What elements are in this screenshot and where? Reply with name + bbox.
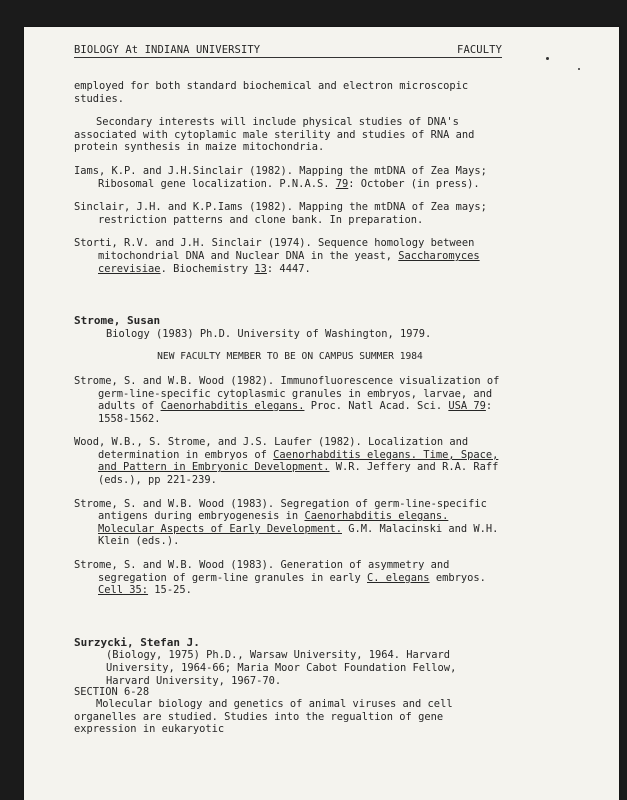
faculty-degree: Biology (1983) Ph.D. University of Washington, 1979.	[106, 327, 432, 340]
page-footer: SECTION 6-28	[74, 686, 150, 698]
intro-line: employed for both standard biochemical and electron microscopic studies.	[74, 80, 469, 105]
intro-paragraph: Secondary interests will include physical studies of DNA's associated with cytoplamic male sterility and studies of RNA and protein synthesis in maize mitochondria.	[74, 116, 475, 154]
reference: Iams, K.P. and J.H.Sinclair (1982). Mapping the mtDNA of Zea Mays; Ribosomal gene localization. P.N.A.S. 79: October (in press).	[74, 164, 487, 190]
reference: Strome, S. and W.B. Wood (1982). Immunofluorescence visualization of germ-line-specific cytoplasmic granules in embryos, larvae, and adults of Caenorhabditis elegans. Proc. Natl Acad. Sci. USA 79: 1558-1562.	[74, 374, 500, 425]
page-body	[74, 80, 506, 736]
speck	[578, 68, 580, 70]
header-left: BIOLOGY At INDIANA UNIVERSITY	[74, 44, 261, 56]
reference: Strome, S. and W.B. Wood (1983). Segregation of germ-line-specific antigens during embryogenesis in Caenorhabditis elegans. Molecular Aspects of Early Development. G.M. Malacinski and W.H. Klein (eds.).	[74, 497, 499, 548]
header-right: FACULTY	[457, 44, 502, 56]
reference: Storti, R.V. and J.H. Sinclair (1974). Sequence homology between mitochondrial DNA and Nuclear DNA in the yeast, Saccharomyces cerevisiae. Biochemistry 13: 4447.	[74, 237, 480, 275]
faculty-degree: (Biology, 1975) Ph.D., Warsaw University, 1964. Harvard University, 1964-66; Maria Moor Cabot Foundation Fellow, Harvard University, 1967-70.	[106, 649, 457, 687]
reference: Sinclair, J.H. and K.P.Iams (1982). Mapping the mtDNA of Zea mays; restriction patterns and clone bank. In preparation.	[74, 201, 487, 226]
faculty-note: NEW FACULTY MEMBER TO BE ON CAMPUS SUMMER 1984	[157, 351, 423, 363]
page-header	[74, 44, 502, 58]
speck	[546, 57, 549, 60]
research-paragraph: Molecular biology and genetics of animal viruses and cell organelles are studied. Studies into the regualtion of gene expression in eukaryotic	[74, 698, 453, 736]
faculty-name: Surzycki, Stefan J.	[74, 635, 200, 649]
reference: Strome, S. and W.B. Wood (1983). Generation of asymmetry and segregation of germ-line granules in early C. elegans embryos. Cell 35: 15-25.	[74, 559, 486, 597]
faculty-name: Strome, Susan	[74, 314, 161, 328]
reference: Wood, W.B., S. Strome, and J.S. Laufer (1982). Localization and determination in embryos of Caenorhabditis elegans. Time, Space, and Pattern in Embryonic Development. W.R. Jeffery and R.A. Raff (eds.), pp 221-239.	[74, 436, 499, 487]
